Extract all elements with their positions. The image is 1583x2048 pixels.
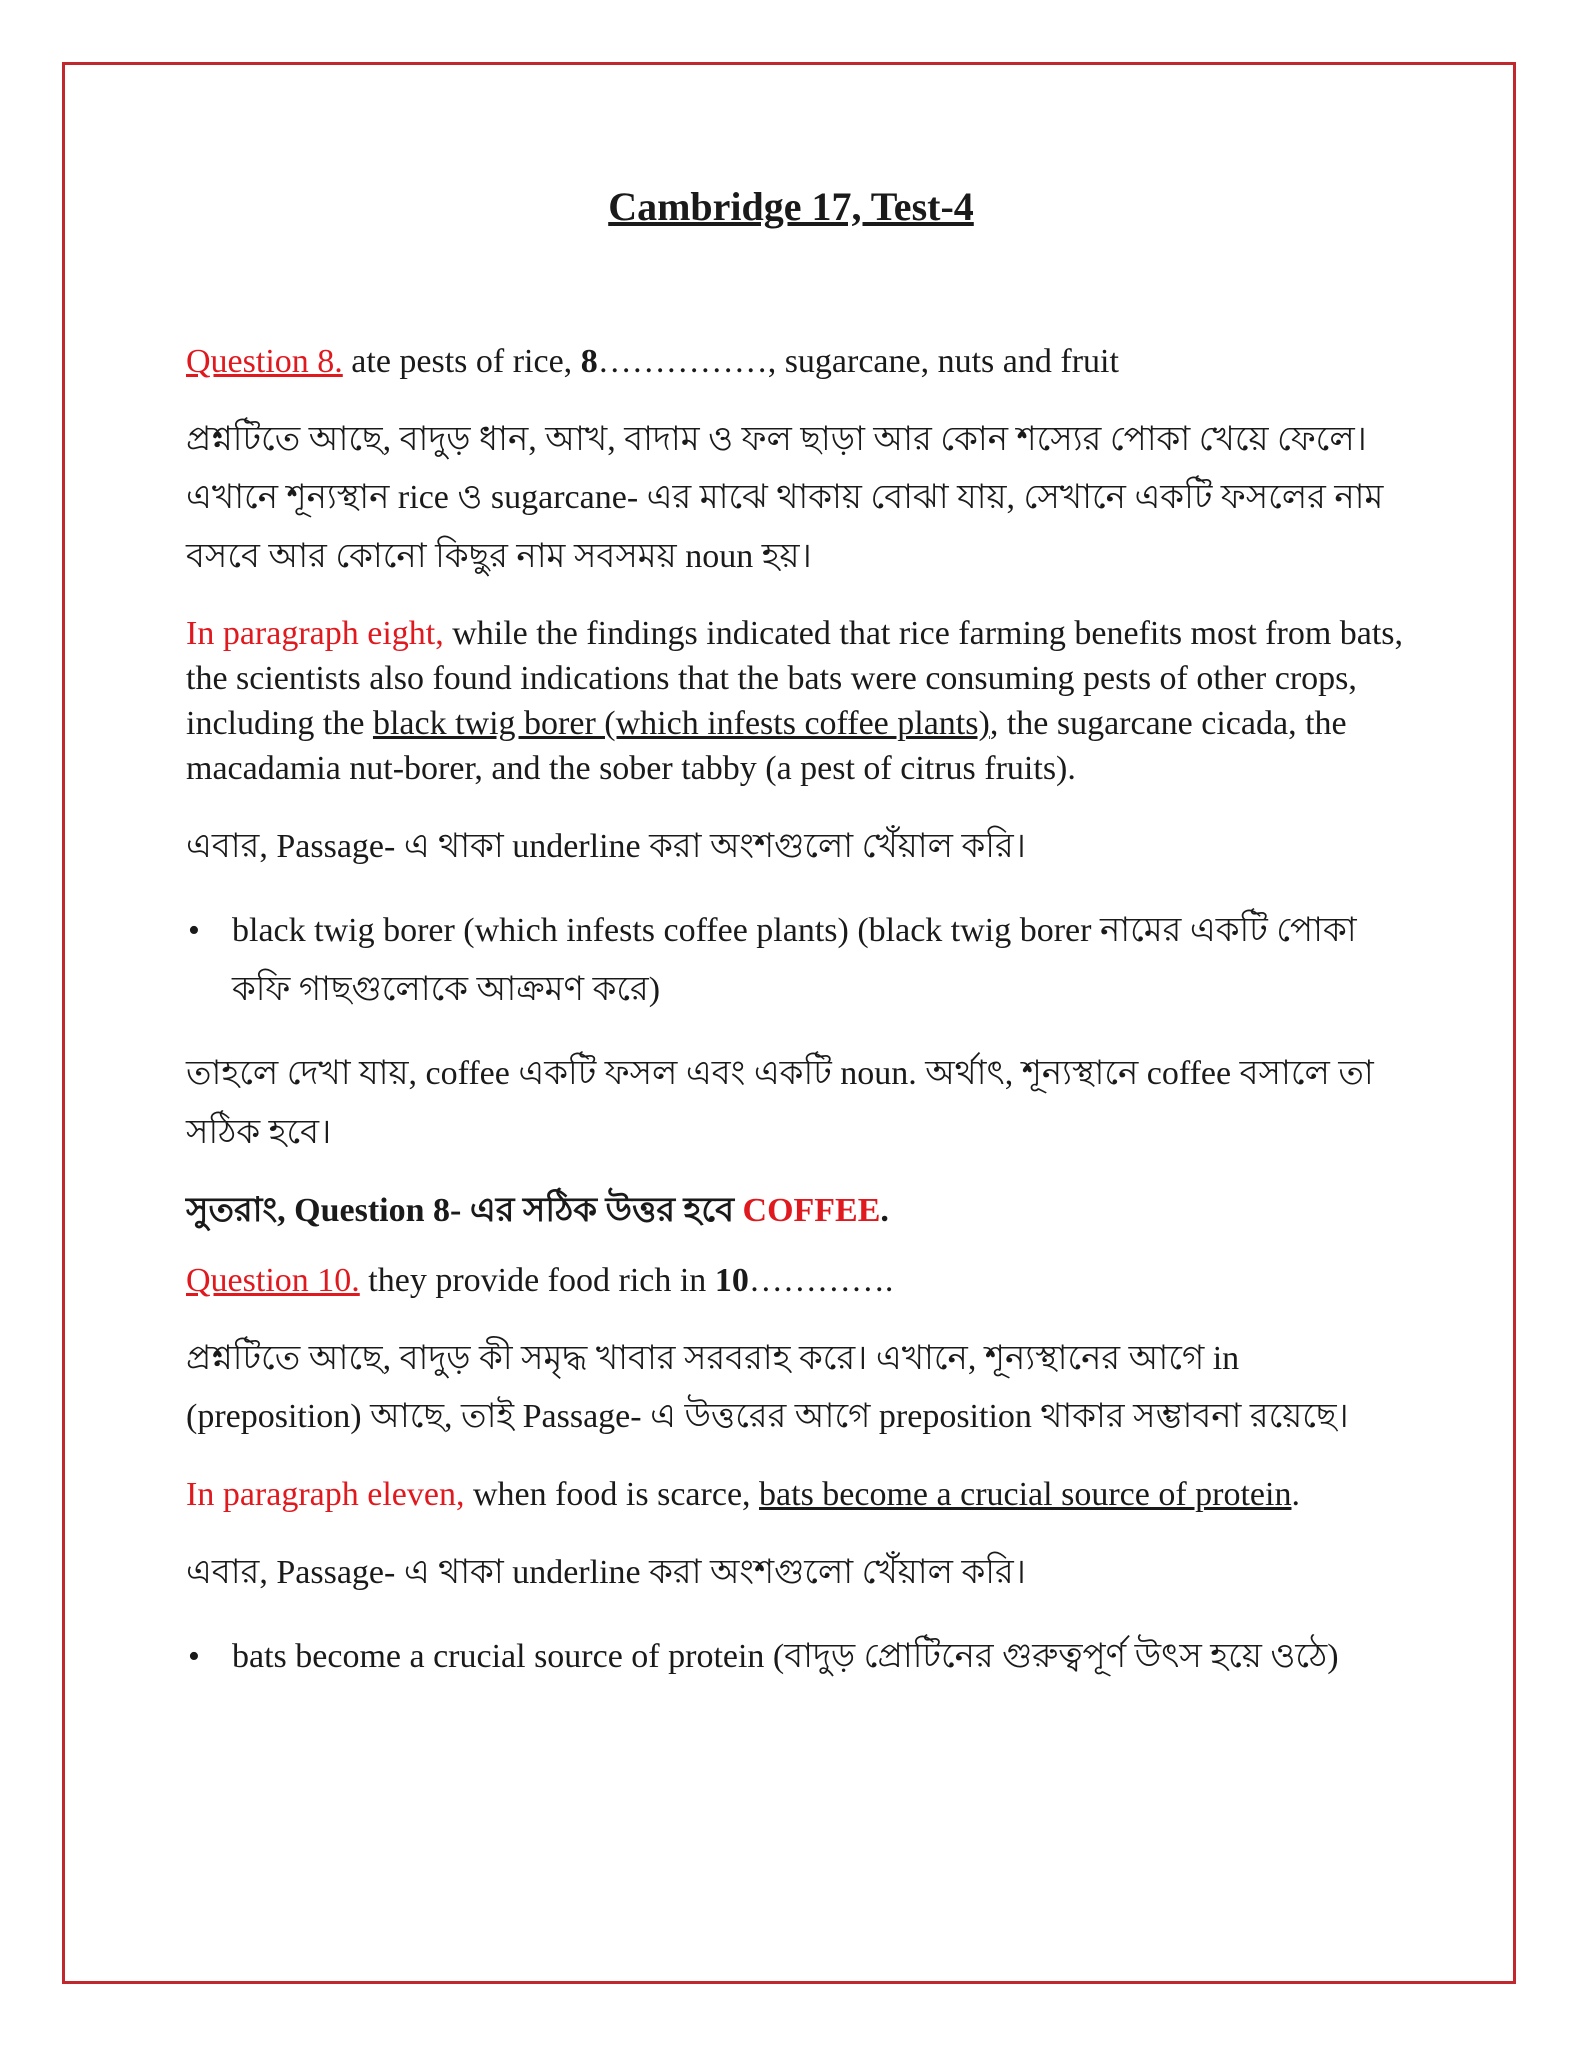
question-10-passage-underline: bats become a crucial source of protein bbox=[759, 1475, 1292, 1513]
question-8-paragraph-label: In paragraph eight, bbox=[186, 615, 444, 653]
question-10-bullet-item bbox=[186, 1628, 1406, 1686]
question-8-text-b: ……………, sugarcane, nuts and fruit bbox=[597, 343, 1119, 380]
question-10-passage-excerpt bbox=[186, 1473, 1406, 1518]
document-body bbox=[186, 180, 1406, 1713]
question-10-passage-b: . bbox=[1291, 1475, 1300, 1513]
question-8-bangla-explanation: প্রশ্নটিতে আছে, বাদুড় ধান, আখ, বাদাম ও ফল ছাড়া আর কোন শস্যের পোকা খেয়ে ফেলে। এখানে শূন্যস্থান rice ও sugarcane- এর মাঝে থাকায় বোঝা যায়, সেখানে একটি ফসলের নাম বসবে আর কোনো কিছুর নাম সবসময় noun হয়। bbox=[186, 420, 1384, 575]
question-8-label: Question 8. bbox=[186, 343, 343, 380]
question-8-answer-text: সুতরাং, Question 8- এর সঠিক উত্তর হবে bbox=[186, 1192, 743, 1230]
bullet-icon: • bbox=[188, 1638, 200, 1676]
question-8-answer-end: . bbox=[880, 1192, 889, 1230]
question-10-text-a: they provide food rich in bbox=[359, 1262, 715, 1300]
question-10-number: 10 bbox=[714, 1262, 749, 1300]
question-10-bangla-explanation: প্রশ্নটিতে আছে, বাদুড় কী সমৃদ্ধ খাবার সরবরাহ করে। এখানে, শূন্যস্থানের আগে in (preposition) আছে, তাই Passage- এ উত্তরের আগে preposition থাকার সম্ভাবনা রয়েছে। bbox=[186, 1339, 1349, 1436]
question-8-passage-a: while the findings indicated that rice farming benefits most from bats, the scientists also found indications that the bats were consuming pests of other crops, including the bbox=[186, 615, 1404, 743]
question-8-bullet-text: black twig borer (which infests coffee plants) (black twig borer নামের একটি পোকা কফি গাছগুলোকে আক্রমণ করে) bbox=[232, 912, 1357, 1008]
question-8-answer-word: COFFEE bbox=[742, 1192, 881, 1230]
question-10-label: Question 10. bbox=[186, 1262, 360, 1300]
question-10-line bbox=[186, 1258, 1406, 1304]
bullet-icon: • bbox=[188, 912, 200, 950]
question-8-answer bbox=[186, 1188, 1406, 1234]
question-8-text-a: ate pests of rice, bbox=[342, 343, 581, 380]
question-10-passage-a: when food is scarce, bbox=[464, 1475, 760, 1513]
page-title: Cambridge 17, Test-4 bbox=[608, 184, 974, 229]
question-8-line bbox=[186, 339, 1406, 385]
question-10-underline-note: এবার, Passage- এ থাকা underline করা অংশগুলো খেঁয়াল করি। bbox=[186, 1553, 1026, 1591]
question-8-passage-b: , the sugarcane cicada, the macadamia nut-borer, and the sober tabby (a pest of citrus fruits). bbox=[186, 705, 1347, 787]
question-8-number: 8 bbox=[580, 343, 598, 380]
question-8-bullet-item bbox=[186, 902, 1406, 1019]
question-8-passage-excerpt bbox=[186, 612, 1406, 792]
question-10-bullet-text: bats become a crucial source of protein (বাদুড় প্রোটিনের গুরুত্বপূর্ণ উৎস হয়ে ওঠে) bbox=[232, 1638, 1339, 1676]
question-10-text-b: …………. bbox=[748, 1262, 894, 1300]
question-10-paragraph-label: In paragraph eleven, bbox=[186, 1475, 465, 1513]
question-8-conclusion: তাহলে দেখা যায়, coffee একটি ফসল এবং একটি noun. অর্থাৎ, শূন্যস্থানে coffee বসালে তা সঠিক হবে। bbox=[186, 1055, 1374, 1151]
question-8-underline-note: এবার, Passage- এ থাকা underline করা অংশগুলো খেঁয়াল করি। bbox=[186, 827, 1026, 865]
question-8-passage-underline: black twig borer (which infests coffee plants) bbox=[372, 705, 990, 743]
